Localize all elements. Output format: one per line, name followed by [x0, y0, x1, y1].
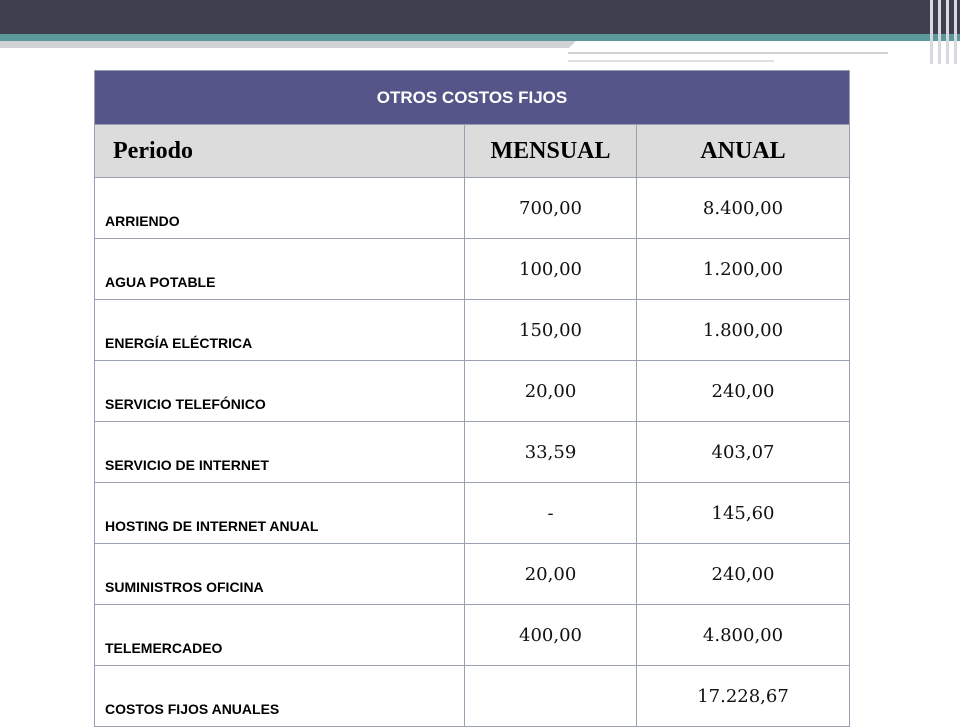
row-anual: 4.800,00	[637, 605, 850, 666]
row-mensual: -	[465, 483, 637, 544]
row-mensual: 20,00	[465, 544, 637, 605]
row-concept: HOSTING DE INTERNET ANUAL	[95, 483, 465, 544]
slide-gray-band	[0, 41, 568, 48]
slide-stripe	[930, 0, 933, 64]
row-mensual: 100,00	[465, 239, 637, 300]
table-row	[95, 605, 850, 666]
row-concept: ENERGÍA ELÉCTRICA	[95, 300, 465, 361]
row-mensual: 700,00	[465, 178, 637, 239]
row-anual: 1.800,00	[637, 300, 850, 361]
table-title: OTROS COSTOS FIJOS	[95, 71, 850, 125]
column-header-mensual: MENSUAL	[465, 125, 637, 178]
column-header-periodo: Periodo	[95, 125, 465, 178]
row-concept: SERVICIO DE INTERNET	[95, 422, 465, 483]
table-header-row	[95, 125, 850, 178]
row-concept: ARRIENDO	[95, 178, 465, 239]
row-mensual: 400,00	[465, 605, 637, 666]
slide-divider-line-2	[568, 52, 888, 54]
table-row	[95, 544, 850, 605]
row-anual: 145,60	[637, 483, 850, 544]
slide-top-bar	[0, 0, 960, 34]
slide-stripe	[946, 0, 949, 64]
row-anual: 403,07	[637, 422, 850, 483]
row-concept: TELEMERCADEO	[95, 605, 465, 666]
row-anual: 240,00	[637, 544, 850, 605]
row-concept: AGUA POTABLE	[95, 239, 465, 300]
column-header-anual: ANUAL	[637, 125, 850, 178]
row-anual: 1.200,00	[637, 239, 850, 300]
slide-accent-band	[0, 34, 960, 41]
row-anual: 8.400,00	[637, 178, 850, 239]
table-title-row	[95, 71, 850, 125]
table-row	[95, 178, 850, 239]
slide-stripe	[954, 0, 957, 64]
slide-divider-line	[568, 48, 888, 50]
row-anual: 240,00	[637, 361, 850, 422]
table-total-row	[95, 666, 850, 727]
row-mensual: 20,00	[465, 361, 637, 422]
table-row	[95, 422, 850, 483]
slide-divider-line-3	[568, 60, 774, 62]
row-concept: SERVICIO TELEFÓNICO	[95, 361, 465, 422]
fixed-costs-table	[94, 70, 850, 727]
slide-stripe	[938, 0, 941, 64]
row-mensual: 33,59	[465, 422, 637, 483]
total-anual: 17.228,67	[637, 666, 850, 727]
table-row	[95, 239, 850, 300]
table-row	[95, 483, 850, 544]
table-row	[95, 361, 850, 422]
row-mensual: 150,00	[465, 300, 637, 361]
row-concept: SUMINISTROS OFICINA	[95, 544, 465, 605]
table-row	[95, 300, 850, 361]
total-concept: COSTOS FIJOS ANUALES	[95, 666, 465, 727]
total-mensual	[465, 666, 637, 727]
